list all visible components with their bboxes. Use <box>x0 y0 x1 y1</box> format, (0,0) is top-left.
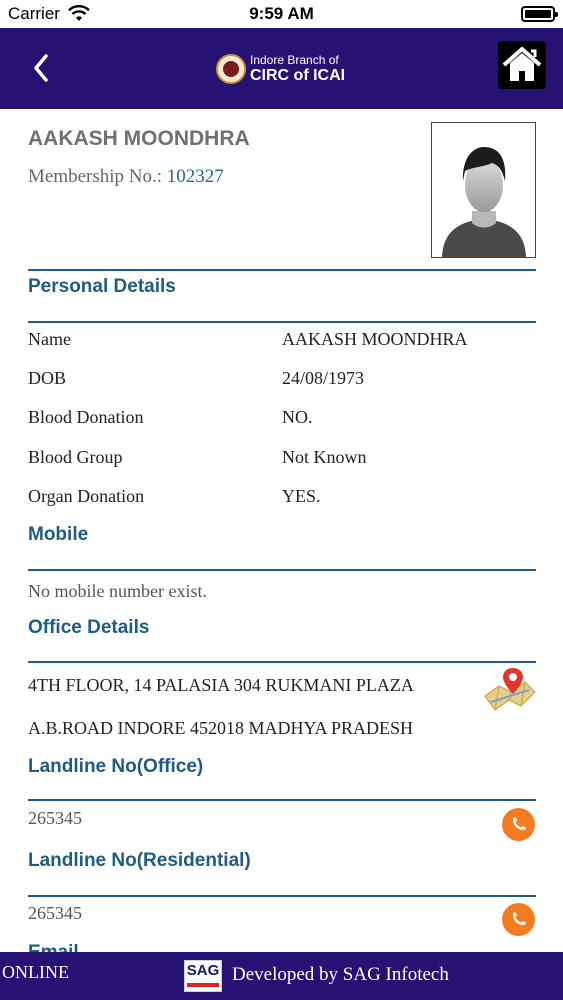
section-divider <box>28 269 536 271</box>
developer-credit: Developed by SAG Infotech <box>232 964 449 985</box>
office-details-title: Office Details <box>28 617 150 638</box>
section-divider <box>28 799 536 801</box>
phone-icon <box>502 808 535 841</box>
organ-donation-label: Organ Donation <box>28 486 145 506</box>
blood-group-label: Blood Group <box>28 447 123 467</box>
footer-online-label: ONLINE <box>2 962 69 982</box>
dob-label: DOB <box>28 368 67 388</box>
landline-office-title: Landline No(Office) <box>28 756 204 777</box>
carrier-label: Carrier <box>8 4 60 23</box>
chevron-left-icon <box>28 50 56 86</box>
personal-details-title: Personal Details <box>28 276 176 297</box>
mobile-empty-text: No mobile number exist. <box>28 581 207 601</box>
blood-group-value: Not Known <box>282 447 367 467</box>
membership-line <box>28 166 224 188</box>
status-bar <box>0 0 563 28</box>
name-value: AAKASH MOONDHRA <box>282 329 468 349</box>
phone-icon <box>502 903 535 936</box>
section-divider <box>28 569 536 571</box>
map-pin-icon <box>481 662 537 718</box>
map-location-button[interactable] <box>481 662 537 718</box>
section-divider <box>28 321 536 323</box>
back-button[interactable] <box>28 50 56 86</box>
call-office-button[interactable] <box>502 808 535 841</box>
member-name: AAKASH MOONDHRA <box>28 127 250 150</box>
logo-subtitle: Indore Branch of <box>250 53 339 67</box>
footer-bar <box>0 952 563 1000</box>
blood-donation-value: NO. <box>282 407 313 427</box>
app-header <box>0 28 563 109</box>
icai-seal-icon <box>216 54 246 84</box>
membership-label: Membership No.: <box>28 166 163 187</box>
name-label: Name <box>28 329 71 349</box>
blood-donation-label: Blood Donation <box>28 407 144 427</box>
landline-office-number: 265345 <box>28 808 82 828</box>
app-logo <box>216 52 345 86</box>
landline-residential-number: 265345 <box>28 903 82 923</box>
office-address-line1: 4TH FLOOR, 14 PALASIA 304 RUKMANI PLAZA <box>28 675 414 695</box>
home-icon <box>498 41 546 89</box>
sag-logo-text: SAG <box>186 962 220 979</box>
logo-title: CIRC of ICAI <box>250 67 346 84</box>
battery-icon <box>521 6 555 22</box>
profile-photo <box>431 122 536 258</box>
call-residential-button[interactable] <box>502 903 535 936</box>
section-divider <box>28 661 536 663</box>
landline-residential-title: Landline No(Residential) <box>28 850 251 871</box>
organ-donation-value: YES. <box>282 486 321 506</box>
membership-number: 102327 <box>166 166 224 187</box>
home-button[interactable] <box>498 41 546 89</box>
clock: 9:59 AM <box>249 4 314 23</box>
section-divider <box>28 895 536 897</box>
office-address-line2: A.B.ROAD INDORE 452018 MADHYA PRADESH <box>28 718 414 738</box>
avatar-placeholder-icon <box>432 123 536 258</box>
mobile-title: Mobile <box>28 524 89 545</box>
sag-logo <box>184 960 222 992</box>
dob-value: 24/08/1973 <box>282 368 365 388</box>
